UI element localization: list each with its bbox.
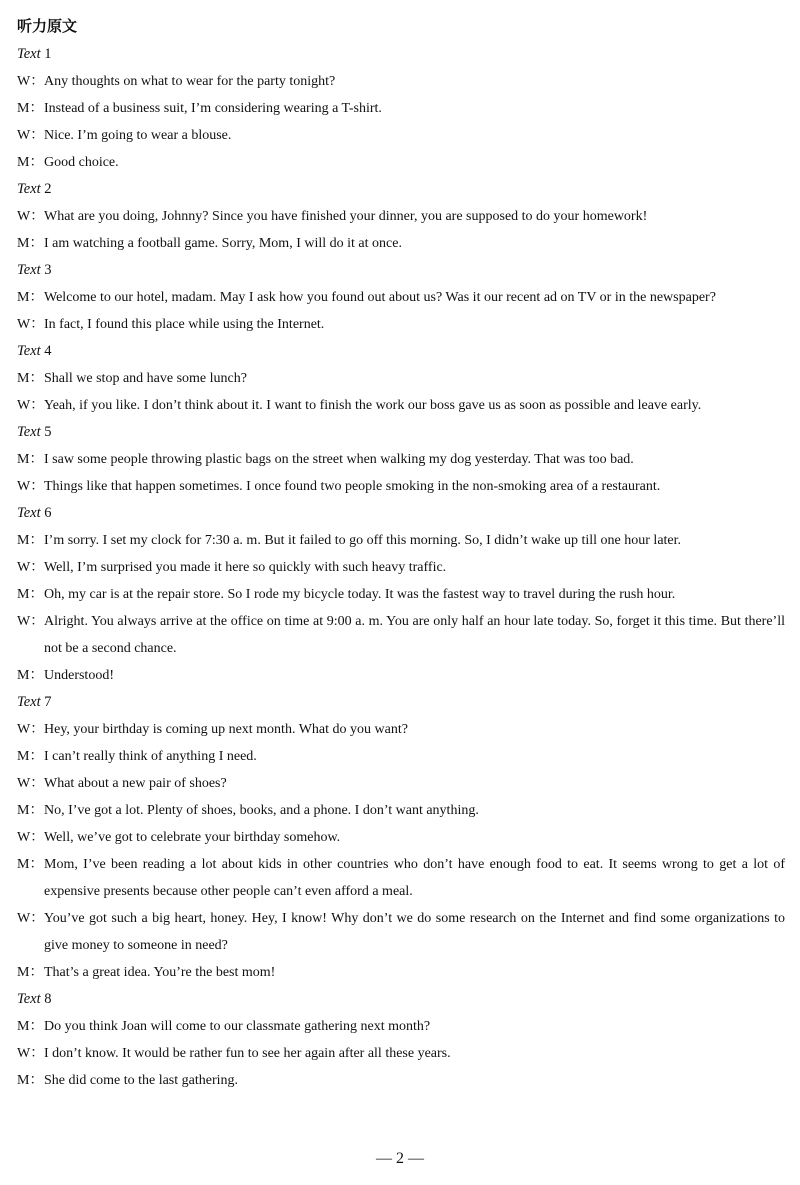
dialogue-text: I can’t really think of anything I need. bbox=[44, 749, 257, 764]
speaker-tag: M： bbox=[17, 290, 44, 305]
speaker-tag: W： bbox=[17, 398, 45, 413]
speaker-tag: W： bbox=[17, 74, 45, 89]
dialogue-line bbox=[17, 473, 785, 500]
dialogue-line bbox=[17, 446, 785, 473]
speaker-tag: W： bbox=[17, 911, 45, 926]
dialogue-line bbox=[17, 554, 785, 581]
dialogue-text: That’s a great idea. You’re the best mom! bbox=[44, 965, 276, 980]
section-heading: 听力原文 bbox=[17, 17, 78, 35]
dialogue-line bbox=[17, 905, 785, 959]
page-number: — 2 — bbox=[376, 1150, 424, 1167]
text-label bbox=[17, 257, 785, 284]
text-label bbox=[17, 500, 785, 527]
speaker-tag: W： bbox=[17, 614, 45, 629]
speaker-tag: M： bbox=[17, 1019, 44, 1034]
dialogue-line bbox=[17, 68, 785, 95]
speaker-tag: M： bbox=[17, 965, 44, 980]
dialogue-text: I am watching a football game. Sorry, Mom, I will do it at once. bbox=[44, 236, 402, 251]
text-label-word: Text bbox=[17, 991, 41, 1007]
dialogue-text: Oh, my car is at the repair store. So I rode my bicycle today. It was the fastest way to travel during the rush hour. bbox=[44, 587, 676, 602]
speaker-tag: M： bbox=[17, 452, 44, 467]
dialogue-line bbox=[17, 527, 785, 554]
speaker-tag: W： bbox=[17, 209, 45, 224]
text-label-word: Text bbox=[17, 694, 41, 710]
speaker-tag: M： bbox=[17, 155, 44, 170]
text-label-number: 5 bbox=[44, 424, 52, 440]
dialogue-text: Hey, your birthday is coming up next month. What do you want? bbox=[44, 722, 408, 737]
text-label bbox=[17, 338, 785, 365]
dialogue-text: Well, we’ve got to celebrate your birthday somehow. bbox=[44, 830, 341, 845]
speaker-tag: W： bbox=[17, 776, 45, 791]
dialogue-text: Yeah, if you like. I don’t think about it. I want to finish the work our boss gave us as soon as possible and leave early. bbox=[44, 398, 702, 413]
text-label-number: 3 bbox=[44, 262, 52, 278]
text-label-number: 4 bbox=[44, 343, 52, 359]
dialogue-text: What are you doing, Johnny? Since you have finished your dinner, you are supposed to do your homework! bbox=[44, 209, 648, 224]
dialogue-line bbox=[17, 284, 785, 311]
dialogue-text: Understood! bbox=[44, 668, 114, 683]
dialogue-text: Nice. I’m going to wear a blouse. bbox=[44, 128, 232, 143]
dialogue-text: No, I’ve got a lot. Plenty of shoes, books, and a phone. I don’t want anything. bbox=[44, 803, 479, 818]
speaker-tag: M： bbox=[17, 803, 44, 818]
speaker-tag: W： bbox=[17, 317, 45, 332]
dialogue-line bbox=[17, 122, 785, 149]
dialogue-text: Welcome to our hotel, madam. May I ask how you found out about us? Was it our recent ad on TV or in the newspaper? bbox=[44, 290, 716, 305]
dialogue-text: You’ve got such a big heart, honey. Hey, I know! Why don’t we do some research on the Internet and find some organizations to give money to someone in need? bbox=[44, 911, 785, 953]
dialogue-line bbox=[17, 770, 785, 797]
speaker-tag: W： bbox=[17, 560, 45, 575]
text-label-number: 1 bbox=[44, 46, 52, 62]
dialogue-text: What about a new pair of shoes? bbox=[44, 776, 227, 791]
speaker-tag: W： bbox=[17, 830, 45, 845]
text-label-word: Text bbox=[17, 343, 41, 359]
text-label-number: 6 bbox=[44, 505, 52, 521]
dialogue-line bbox=[17, 95, 785, 122]
speaker-tag: M： bbox=[17, 533, 44, 548]
dialogue-text: Good choice. bbox=[44, 155, 119, 170]
dialogue-text: Shall we stop and have some lunch? bbox=[44, 371, 247, 386]
speaker-tag: W： bbox=[17, 1046, 45, 1061]
speaker-tag: M： bbox=[17, 587, 44, 602]
text-label-number: 7 bbox=[44, 694, 52, 710]
dialogue-line bbox=[17, 392, 785, 419]
dialogue-line bbox=[17, 716, 785, 743]
dialogue-line bbox=[17, 1013, 785, 1040]
dialogue-text: Well, I’m surprised you made it here so quickly with such heavy traffic. bbox=[44, 560, 447, 575]
text-label bbox=[17, 419, 785, 446]
speaker-tag: M： bbox=[17, 1073, 44, 1088]
dialogue-line bbox=[17, 230, 785, 257]
speaker-tag: M： bbox=[17, 668, 44, 683]
speaker-tag: M： bbox=[17, 857, 44, 872]
dialogue-line bbox=[17, 1040, 785, 1067]
speaker-tag: M： bbox=[17, 749, 44, 764]
dialogue-text: Instead of a business suit, I’m considering wearing a T-shirt. bbox=[44, 101, 382, 116]
dialogue-text: Alright. You always arrive at the office on time at 9:00 a. m. You are only half an hour late today. So, forget it this time. But there’ll not be a second chance. bbox=[44, 614, 785, 656]
speaker-tag: M： bbox=[17, 371, 44, 386]
text-label bbox=[17, 176, 785, 203]
dialogue-text: She did come to the last gathering. bbox=[44, 1073, 239, 1088]
text-label-word: Text bbox=[17, 424, 41, 440]
dialogue-line bbox=[17, 743, 785, 770]
text-label-number: 8 bbox=[44, 991, 52, 1007]
dialogue-line bbox=[17, 851, 785, 905]
dialogue-line bbox=[17, 1067, 785, 1094]
text-label-word: Text bbox=[17, 505, 41, 521]
speaker-tag: W： bbox=[17, 722, 45, 737]
dialogue-line bbox=[17, 581, 785, 608]
speaker-tag: M： bbox=[17, 236, 44, 251]
dialogue-line bbox=[17, 959, 785, 986]
dialogue-text: Mom, I’ve been reading a lot about kids in other countries who don’t have enough food to eat. It seems wrong to get a lot of expensive presents because other people can’t even afford a meal. bbox=[44, 857, 785, 899]
text-label-number: 2 bbox=[44, 181, 52, 197]
text-label bbox=[17, 986, 785, 1013]
dialogue-text: Do you think Joan will come to our classmate gathering next month? bbox=[44, 1019, 431, 1034]
text-label bbox=[17, 689, 785, 716]
dialogue-line bbox=[17, 608, 785, 662]
text-label-word: Text bbox=[17, 181, 41, 197]
dialogue-line bbox=[17, 797, 785, 824]
dialogue-line bbox=[17, 365, 785, 392]
speaker-tag: W： bbox=[17, 128, 45, 143]
dialogue-line bbox=[17, 149, 785, 176]
dialogue-text: I’m sorry. I set my clock for 7:30 a. m. But it failed to go off this morning. So, I didn’t wake up till one hour later. bbox=[44, 533, 682, 548]
text-label bbox=[17, 41, 785, 68]
dialogue-text: I saw some people throwing plastic bags on the street when walking my dog yesterday. That was too bad. bbox=[44, 452, 634, 467]
text-label-word: Text bbox=[17, 46, 41, 62]
text-label-word: Text bbox=[17, 262, 41, 278]
dialogue-line bbox=[17, 662, 785, 689]
speaker-tag: W： bbox=[17, 479, 45, 494]
dialogue-line bbox=[17, 203, 785, 230]
dialogue-line bbox=[17, 824, 785, 851]
dialogue-text: In fact, I found this place while using the Internet. bbox=[44, 317, 325, 332]
speaker-tag: M： bbox=[17, 101, 44, 116]
transcript-body bbox=[17, 41, 785, 1094]
dialogue-text: Things like that happen sometimes. I once found two people smoking in the non-smoking area of a restaurant. bbox=[44, 479, 661, 494]
dialogue-text: I don’t know. It would be rather fun to see her again after all these years. bbox=[44, 1046, 451, 1061]
dialogue-text: Any thoughts on what to wear for the party tonight? bbox=[44, 74, 336, 89]
dialogue-line bbox=[17, 311, 785, 338]
